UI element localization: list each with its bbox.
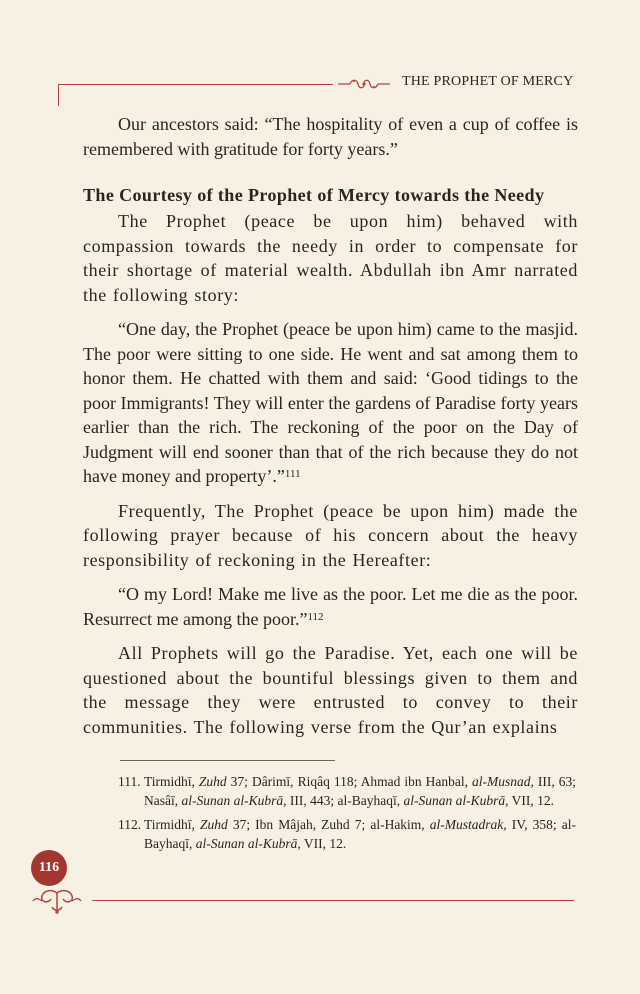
citation-text: III, 443; al-Bayhaqī, bbox=[286, 793, 404, 808]
citation-title: al-Musnad, bbox=[471, 774, 534, 789]
citation-title: al-Sunan al-Kubrā, bbox=[195, 836, 301, 851]
paragraph: Frequently, The Prophet (peace be upon him) made the following prayer because of his concern about the heavy responsibility of reckoning in the Hereafter: bbox=[83, 500, 578, 570]
footnote bbox=[118, 772, 576, 810]
footnote-ref[interactable]: 111 bbox=[284, 468, 301, 480]
section-heading: The Courtesy of the Prophet of Mercy towards the Needy bbox=[83, 185, 545, 205]
footnote bbox=[118, 815, 576, 853]
header-corner-rule bbox=[58, 84, 59, 106]
quote-text: “One day, the Prophet (peace be upon him) came to the masjid. The poor were sitting to one side. He went and sat among them to honor them. He chatted with them and said: ‘Good tidings to the poor Immigrants! They will enter the gardens of Paradise forty years earlier than the rich. The reckoning of the poor on the Day of Judgment will end sooner than that of the rich because they do not have money and property’.” bbox=[83, 319, 578, 486]
prayer-quote: “O my Lord! Make me live as the poor. Let me die as the poor. Resurrect me among the poor.” bbox=[83, 584, 578, 629]
main-text bbox=[83, 112, 578, 749]
paragraph bbox=[83, 317, 578, 489]
citation-text: IV, 358; al-Bayhaqī, bbox=[144, 817, 576, 851]
citation-text: Tirmidhī, bbox=[144, 774, 199, 789]
citation-title: Zuhd bbox=[198, 774, 227, 789]
citation-text: 37; Ibn Mâjah, Zuhd 7; al-Hakim, bbox=[227, 817, 430, 832]
footnote-rule bbox=[120, 760, 335, 761]
paragraph bbox=[83, 582, 578, 631]
footnote-text bbox=[144, 774, 576, 808]
scroll-ornament-icon bbox=[336, 75, 392, 93]
footer-rule bbox=[92, 900, 574, 901]
running-head: THE PROPHET OF MERCY bbox=[402, 74, 574, 89]
footnote-ref[interactable]: 112 bbox=[307, 610, 324, 623]
citation-title: Zuhd bbox=[199, 817, 228, 832]
paragraph: Our ancestors said: “The hospitality of even a cup of coffee is remembered with gratitude for forty years.” bbox=[83, 114, 578, 159]
citation-title: al-Sunan al-Kubrā, bbox=[403, 793, 509, 808]
citation-text: VII, 12. bbox=[508, 793, 554, 808]
header-rule bbox=[58, 84, 333, 85]
footnote-text bbox=[144, 817, 576, 851]
citation-text: III, 63; Nasâī, bbox=[144, 774, 576, 808]
footnotes bbox=[118, 772, 576, 858]
flourish-ornament-icon bbox=[30, 887, 84, 915]
footnote-number: 111. bbox=[118, 774, 141, 789]
citation-title: al-Mustadrak, bbox=[429, 817, 507, 832]
paragraph: The Prophet (peace be upon him) behaved with compassion towards the needy in order to compensate for their shortage of material wealth. Abdullah ibn Amr narrated the following story: bbox=[83, 211, 578, 305]
citation-text: VII, 12. bbox=[300, 836, 347, 851]
citation-text: 37; Dârimī, Riqâq 118; Ahmad ibn Hanbal, bbox=[226, 774, 472, 789]
paragraph: All Prophets will go the Paradise. Yet, each one will be questioned about the bountiful blessings given to them and the message they were entrusted to convey to their communities. The following verse from the Qur’an explains bbox=[83, 643, 578, 737]
citation-title: al-Sunan al-Kubrā, bbox=[181, 793, 287, 808]
page-number-badge: 116 bbox=[31, 850, 67, 886]
footnote-number: 112. bbox=[118, 817, 142, 832]
citation-text: Tirmidhī, bbox=[144, 817, 200, 832]
